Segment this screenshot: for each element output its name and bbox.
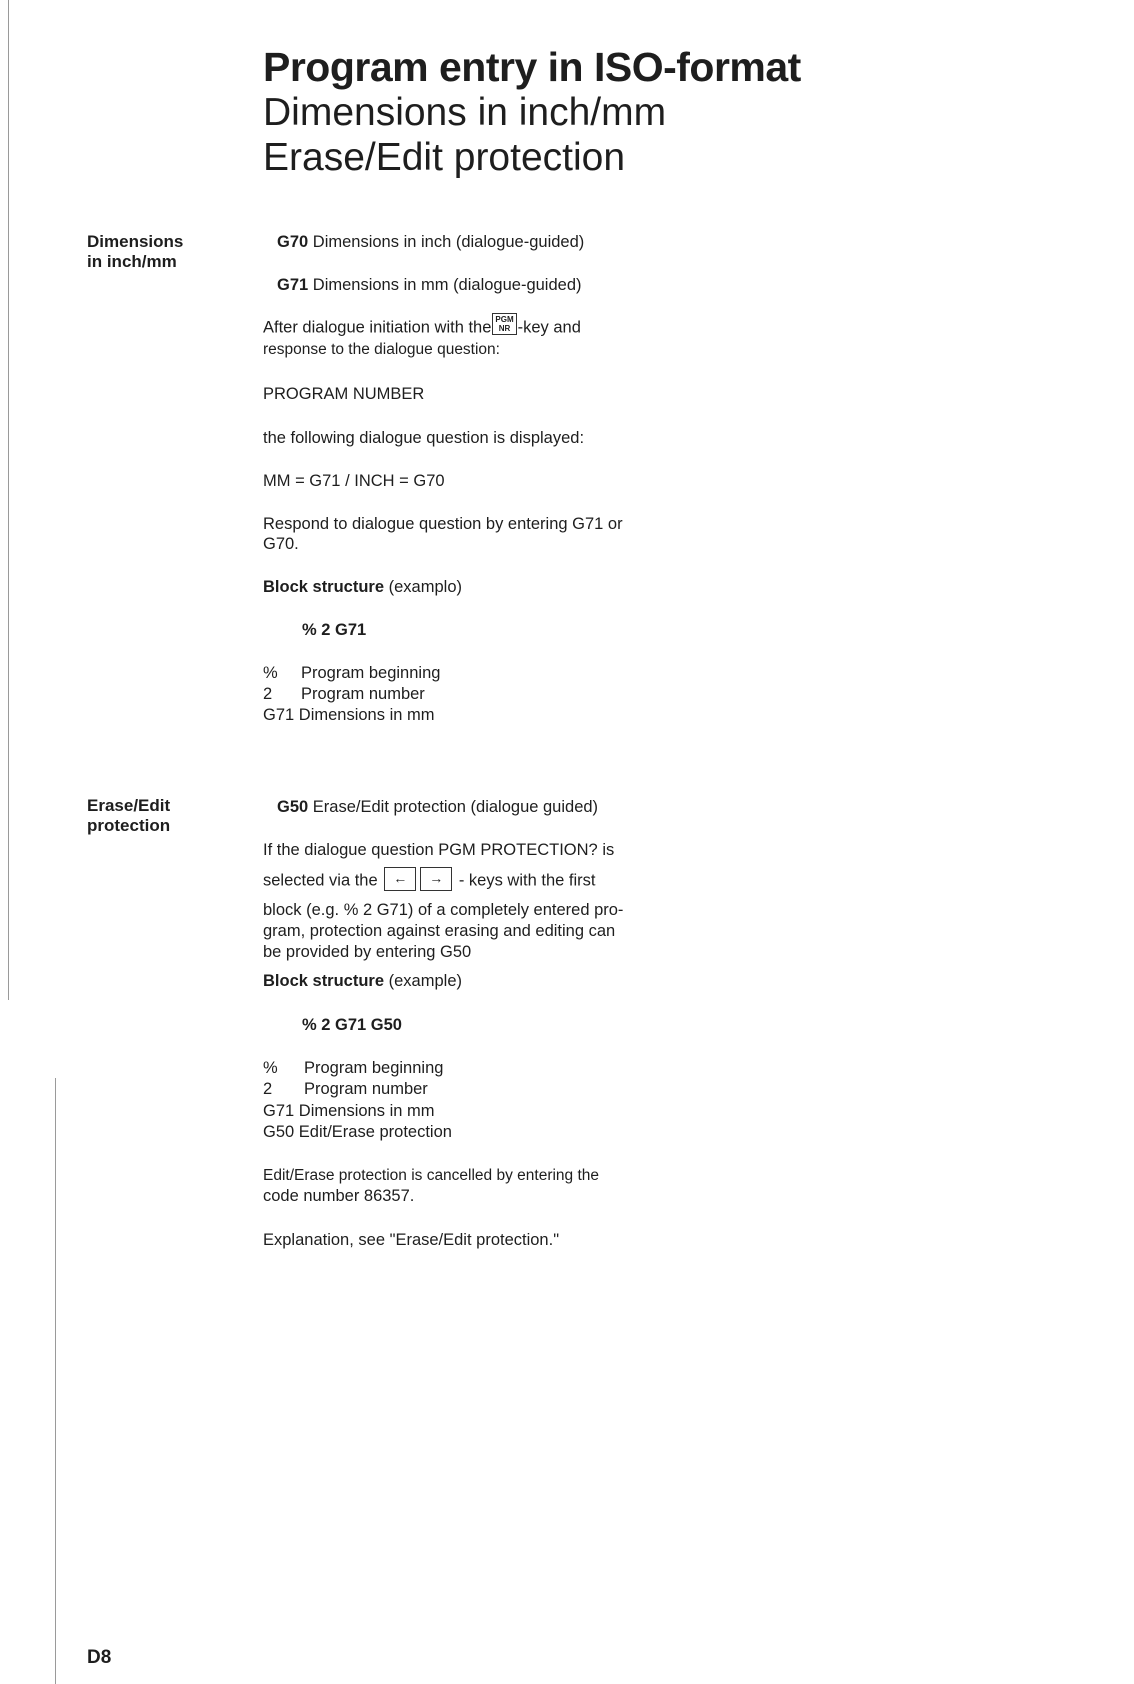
key-bottom-label: NR: [498, 324, 511, 333]
g71-description: Dimensions in mm (dialogue-guided): [312, 276, 582, 294]
protection-para-line1: If the dialogue question PGM PROTECTION? is: [263, 841, 615, 859]
section-heading-line2: protection: [87, 816, 171, 835]
arrow-right-key-icon: →: [420, 867, 452, 891]
g71-code: G71: [277, 276, 309, 294]
legend-text: Program number: [301, 685, 425, 703]
explanation-text: Explanation, see "Erase/Edit protection.": [263, 1231, 560, 1249]
g70-code: G70: [277, 233, 309, 251]
pgm-nr-key-icon: [492, 313, 516, 335]
legend-text: Dimensions in mm: [298, 1102, 435, 1120]
block-structure-suffix: (examplo): [388, 578, 462, 596]
protection-para-line2: [263, 869, 595, 893]
g50-code: G50: [277, 798, 309, 816]
cancel-line2: code number 86357.: [263, 1187, 415, 1205]
arrow-left-key-icon: ←: [384, 867, 416, 891]
following-question-text: the following dialogue question is displayed:: [263, 429, 585, 447]
legend-symbol: G50: [263, 1123, 295, 1141]
key-top-label: PGM: [495, 315, 514, 324]
intro-line2: response to the dialogue question:: [263, 341, 500, 358]
protection-para-line4: gram, protection against erasing and editing can: [263, 922, 616, 940]
legend-text: Dimensions in mm: [298, 706, 435, 724]
legend-symbol: G71: [263, 1102, 295, 1120]
block-structure-suffix: (example): [388, 972, 462, 990]
respond-line2: G70.: [263, 535, 299, 553]
legend-row: [263, 663, 440, 684]
binding-edge-lower: [55, 1078, 56, 1684]
block-structure-heading-2: [263, 971, 462, 992]
legend-row: [263, 1058, 443, 1079]
page-subtitle-protection: Erase/Edit protection: [263, 136, 626, 179]
legend-text: Program number: [304, 1080, 428, 1098]
respond-line1: Respond to dialogue question by entering G71 or: [263, 515, 623, 533]
legend-symbol: 2: [263, 1080, 273, 1098]
legend-text: Program beginning: [301, 664, 441, 682]
section-heading-protection: [87, 796, 170, 836]
binding-edge-upper: [8, 0, 9, 1000]
g70-line: [277, 232, 584, 253]
page-subtitle-dimensions: Dimensions in inch/mm: [263, 91, 667, 134]
protection-para-line5: be provided by entering G50: [263, 943, 472, 961]
legend-row: [263, 1101, 434, 1122]
legend-row: [263, 705, 434, 726]
block-example-2: % 2 G71 G50: [302, 1016, 402, 1034]
legend-row: [263, 1079, 428, 1100]
legend-row: [263, 684, 425, 705]
intro-before-key: After dialogue initiation with the: [263, 318, 492, 337]
block-example-1: % 2 G71: [302, 621, 367, 639]
block-structure-label: Block structure: [263, 972, 385, 990]
section-heading-dimensions: [87, 232, 183, 272]
legend-row: [263, 1122, 452, 1143]
section-heading-line1: Erase/Edit: [87, 796, 171, 815]
legend-symbol: %: [263, 1059, 278, 1077]
intro-line1: [263, 317, 581, 339]
legend-symbol: G71: [263, 706, 295, 724]
cancel-line1: Edit/Erase protection is cancelled by entering the: [263, 1167, 600, 1184]
para-line2-after: - keys with the first: [458, 871, 596, 890]
g70-description: Dimensions in inch (dialogue-guided): [312, 233, 585, 251]
block-structure-label: Block structure: [263, 578, 385, 596]
program-number-prompt: PROGRAM NUMBER: [263, 385, 425, 403]
legend-symbol: 2: [263, 685, 273, 703]
protection-para-line3: block (e.g. % 2 G71) of a completely entered pro-: [263, 901, 624, 919]
page-title: Program entry in ISO-format: [263, 44, 801, 90]
g50-description: Erase/Edit protection (dialogue guided): [312, 798, 599, 816]
g71-line: [277, 275, 582, 296]
section-heading-line2: in inch/mm: [87, 252, 177, 271]
page-title-block: [263, 44, 801, 180]
page-number: D8: [87, 1647, 112, 1668]
legend-symbol: %: [263, 664, 278, 682]
intro-after-key: -key and: [517, 318, 581, 337]
g50-line: [277, 797, 598, 818]
mm-inch-prompt: MM = G71 / INCH = G70: [263, 472, 445, 490]
section-heading-line1: Dimensions: [87, 232, 184, 251]
legend-text: Program beginning: [304, 1059, 444, 1077]
block-structure-heading-1: [263, 577, 462, 598]
para-line2-before: selected via the: [263, 871, 378, 890]
legend-text: Edit/Erase protection: [298, 1123, 452, 1141]
